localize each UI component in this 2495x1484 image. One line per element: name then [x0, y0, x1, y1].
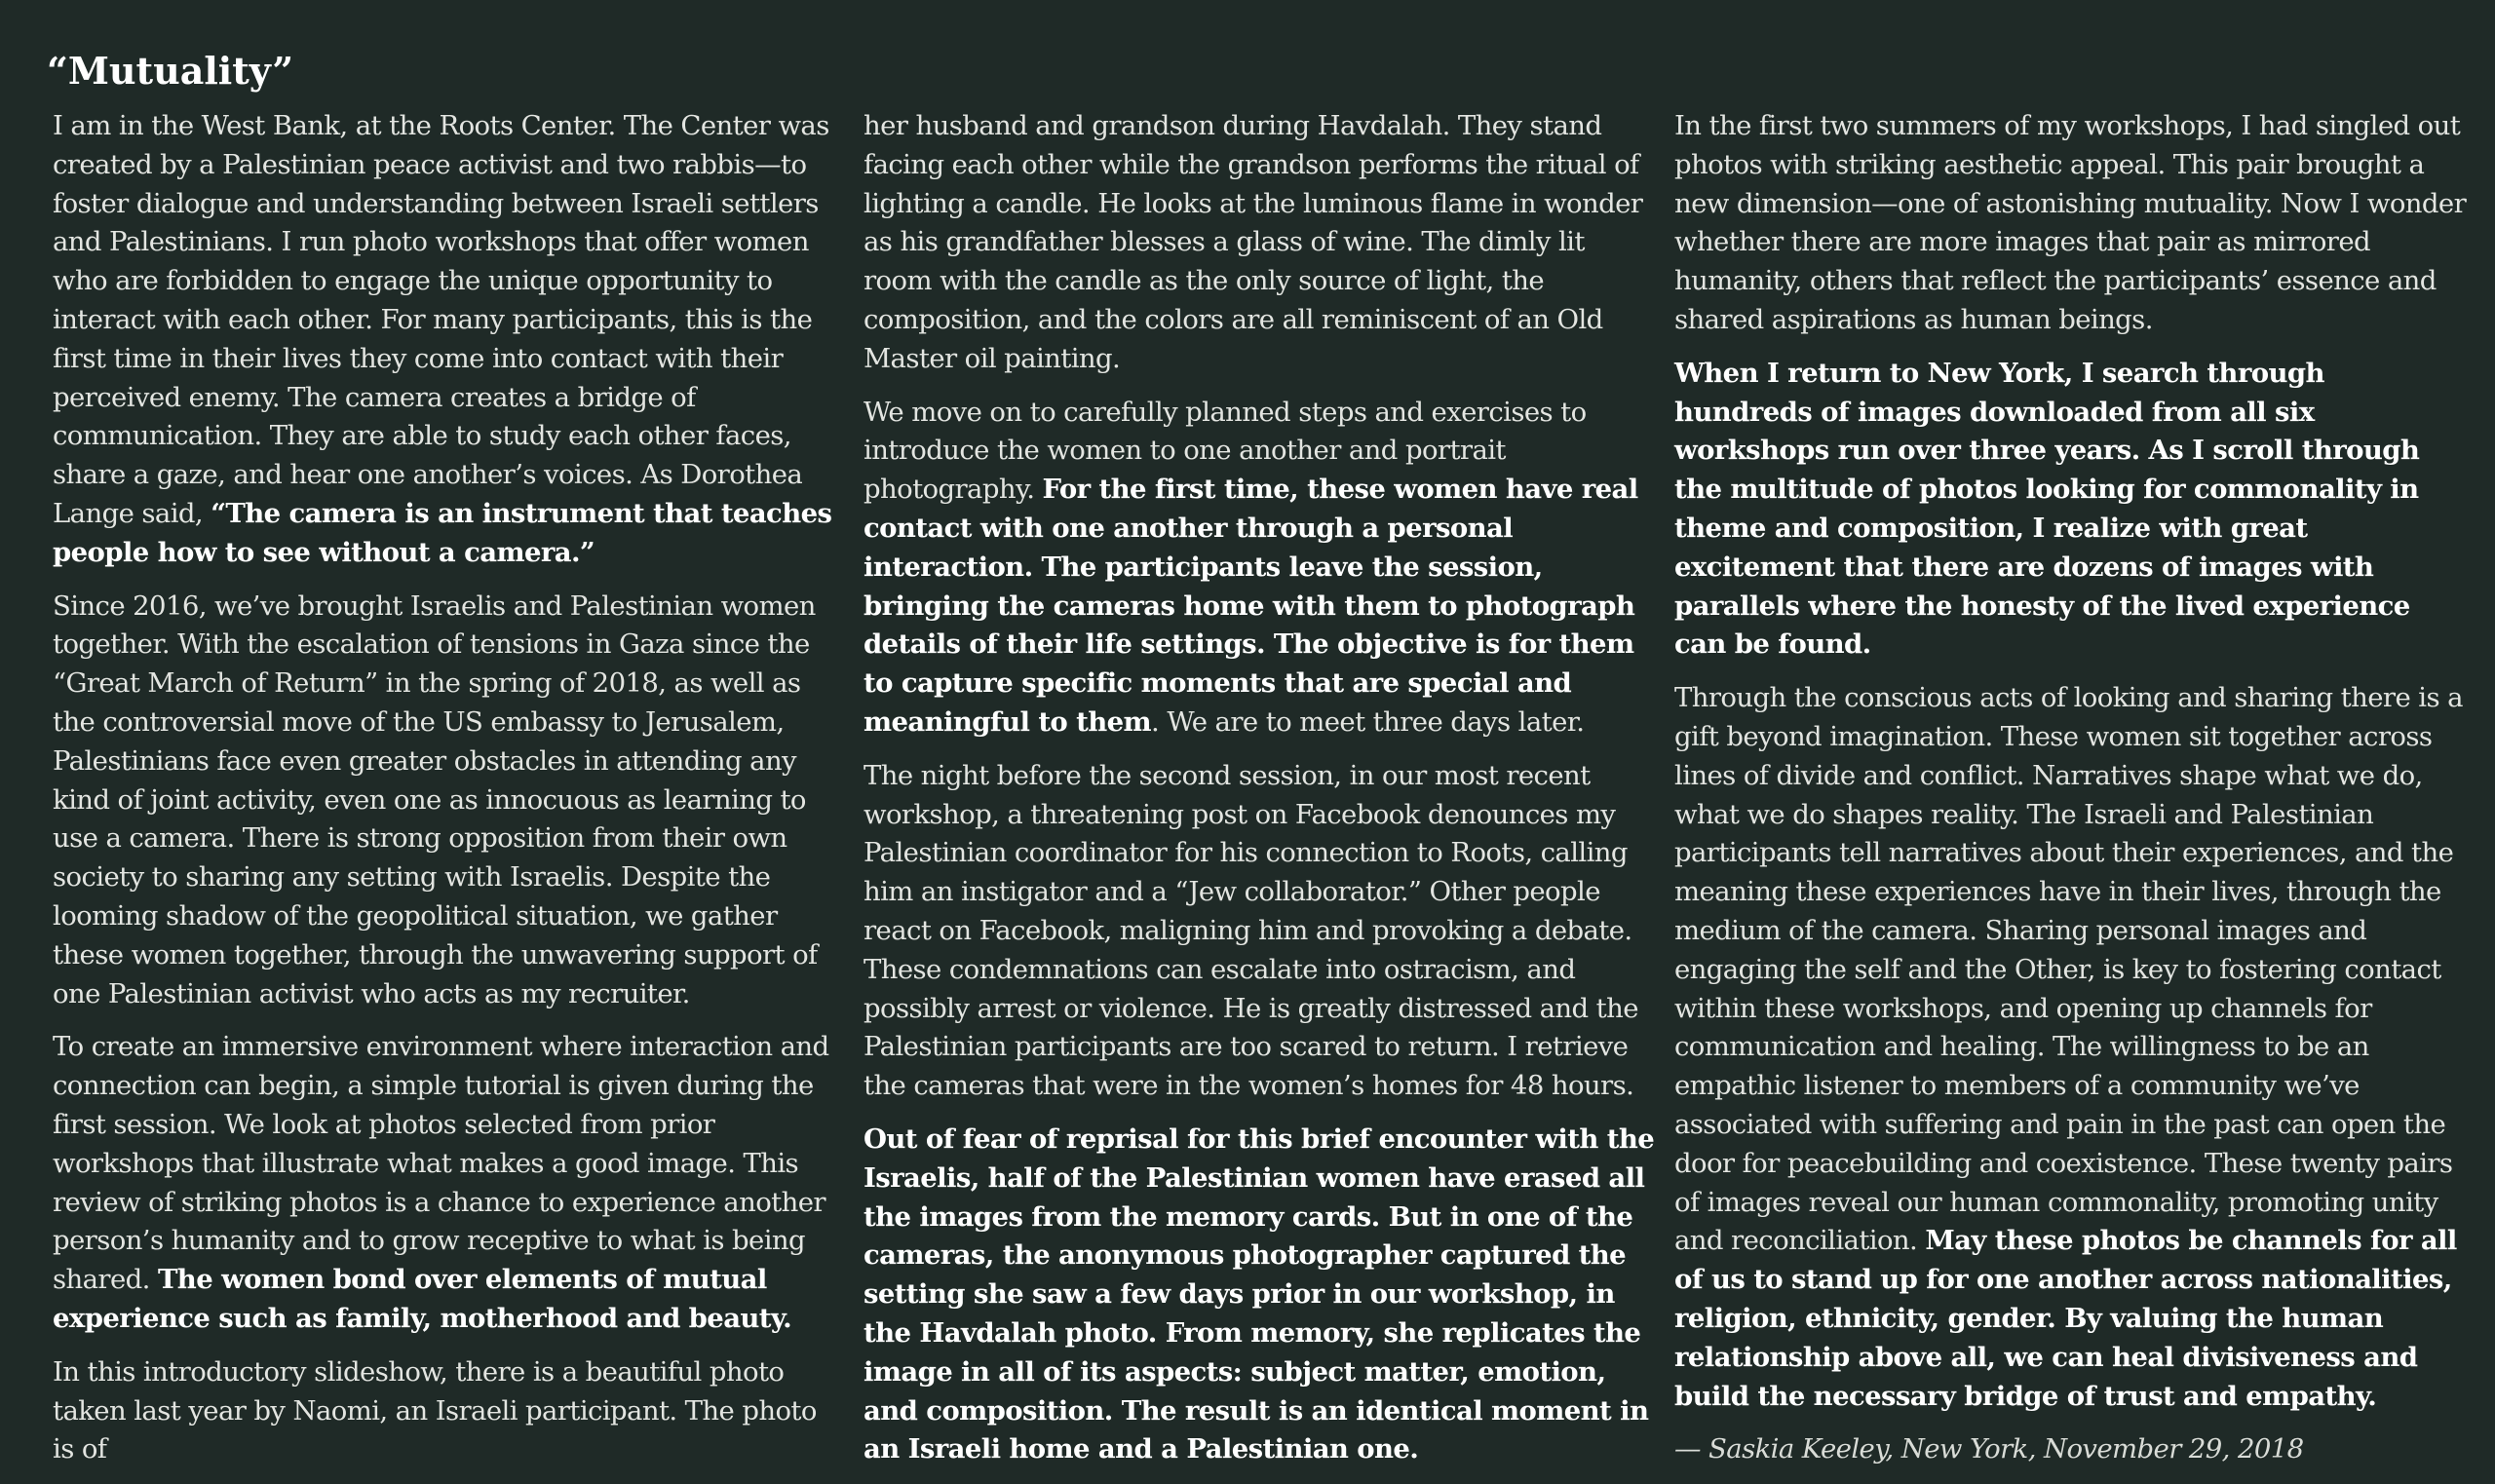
- paragraph-text: I am in the West Bank, at the Roots Center. The Center was created by a Palestinian peace activist and two rabbis—to foster dialogue and understanding between Israeli settlers and Palestinians. I run photo workshops that offer women who are forbidden to engage the unique opportunity to interact with each other. For many participants, this is the first time in their lives they come into contact with their perceived enemy. The camera creates a bridge of communication. They are able to study each other faces, share a gaze, and hear one another’s voices. As Dorothea Lange said,: [53, 110, 829, 529]
- paragraph: [1674, 355, 2468, 665]
- text-column-3: [1674, 107, 2468, 1484]
- paragraph: her husband and grandson during Havdalah. They stand facing each other while the grandson performs the ritual of lighting a candle. He looks at the luminous flame in wonder as his grandfather blesses a glass of wine. The dimly lit room with the candle as the only source of light, the composition, and the colors are all reminiscent of an Old Master oil painting.: [864, 110, 1643, 374]
- paragraph: [53, 107, 840, 573]
- paragraph-text: We move on to carefully planned steps and exercises to introduce the women to one another and portrait photography.: [864, 396, 1587, 506]
- signature: — Saskia Keeley, New York, November 29, 2018: [1674, 1433, 2304, 1465]
- essay-title: “Mutuality”: [47, 49, 294, 93]
- emphasis-bold: Out of fear of reprisal for this brief encounter with the Israelis, half of the Palestinian women have erased all the images from the memory cards. But in one of the cameras, the anonymous photographer captured the setting she saw a few days prior in our workshop, in the Havdalah photo. From memory, she replicates the image in all of its aspects: subject matter, emotion, and composition. The result is an identical moment in an Israeli home and a Palestinian one.: [864, 1123, 1655, 1465]
- paragraph-text: Through the conscious acts of looking and sharing there is a gift beyond imagination. These women sit together across lines of divide and conflict. Narratives shape what we do, what we do shapes reality. The Israeli and Palestinian participants tell narratives about their experiences, and the meaning these experiences have in their lives, through the medium of the camera. Sharing personal images and engaging the self and the Other, is key to fostering contact within these workshops, and opening up channels for communication and healing. The willingness to be an empathic listener to members of a community we’ve associated with suffering and pain in the past can open the door for peacebuilding and coexistence. These twenty pairs of images reveal our human commonality, promoting unity and reconciliation.: [1674, 682, 2463, 1257]
- paragraph: The night before the second session, in our most recent workshop, a threatening post on Facebook denounces my Palestinian coordinator for his connection to Roots, calling him an instigator and a “Jew collaborator.” Other people react on Facebook, maligning him and provoking a debate. These condemnations can escalate into ostracism, and possibly arrest or violence. He is greatly distressed and the Palestinian participants are too scared to return. I retrieve the cameras that were in the women’s homes for 48 hours.: [864, 759, 1638, 1102]
- emphasis-bold: For the first time, these women have real contact with one another through a personal interaction. The participants leave the session, bringing the cameras home with them to photograph details of their life settings. The objective is for them to capture specific moments that are special and meaningful to them: [864, 474, 1638, 738]
- paragraph: [864, 394, 1655, 742]
- paragraph: In this introductory slideshow, there is a beautiful photo taken last year by Naomi, an Israeli participant. The photo is of: [53, 1355, 817, 1465]
- text-column-1: [53, 107, 840, 1484]
- emphasis-bold: May these photos be channels for all of us to stand up for one another across nationalities, religion, ethnicity, gender. By valuing the human relationship above all, we can heal divisiveness and build the necessary bridge of trust and empathy.: [1674, 1225, 2457, 1412]
- text-column-2: [864, 107, 1655, 1484]
- emphasis-bold: When I return to New York, I search through hundreds of images downloaded from all six workshops run over three years. As I scroll through the multitude of photos looking for commonality in theme and composition, I realize with great excitement that there are dozens of images with parallels where the honesty of the lived experience can be found.: [1674, 357, 2420, 661]
- paragraph-text: To create an immersive environment where interaction and connection can begin, a simple tutorial is given during the first session. We look at photos selected from prior workshops that illustrate what makes a good image. This review of striking photos is a chance to experience another person’s humanity and to grow receptive to what is being shared.: [53, 1031, 829, 1296]
- paragraph: [864, 1121, 1655, 1469]
- emphasis-bold: The women bond over elements of mutual experience such as family, motherhood and beauty.: [53, 1264, 792, 1334]
- paragraph: [1674, 679, 2468, 1416]
- paragraph: Since 2016, we’ve brought Israelis and Palestinian women together. With the escalation of tensions in Gaza since the “Great March of Return” in the spring of 2018, as well as the controversial move of the US embassy to Jerusalem, Palestinians face even greater obstacles in attending any kind of joint activity, even one as innocuous as learning to use a camera. There is strong opposition from their own society to sharing any setting with Israelis. Despite the looming shadow of the geopolitical situation, we gather these women together, through the unwavering support of one Palestinian activist who acts as my recruiter.: [53, 590, 818, 1009]
- quote-bold: “The camera is an instrument that teaches people how to see without a camera.”: [53, 497, 832, 568]
- paragraph-text: . We are to meet three days later.: [1151, 705, 1585, 738]
- paragraph: In the first two summers of my workshops, I had singled out photos with striking aesthetic appeal. This pair brought a new dimension—one of astonishing mutuality. Now I wonder whether there are more images that pair as mirrored humanity, others that reflect the participants’ essence and shared aspirations as human beings.: [1674, 110, 2467, 335]
- paragraph: [53, 1028, 840, 1338]
